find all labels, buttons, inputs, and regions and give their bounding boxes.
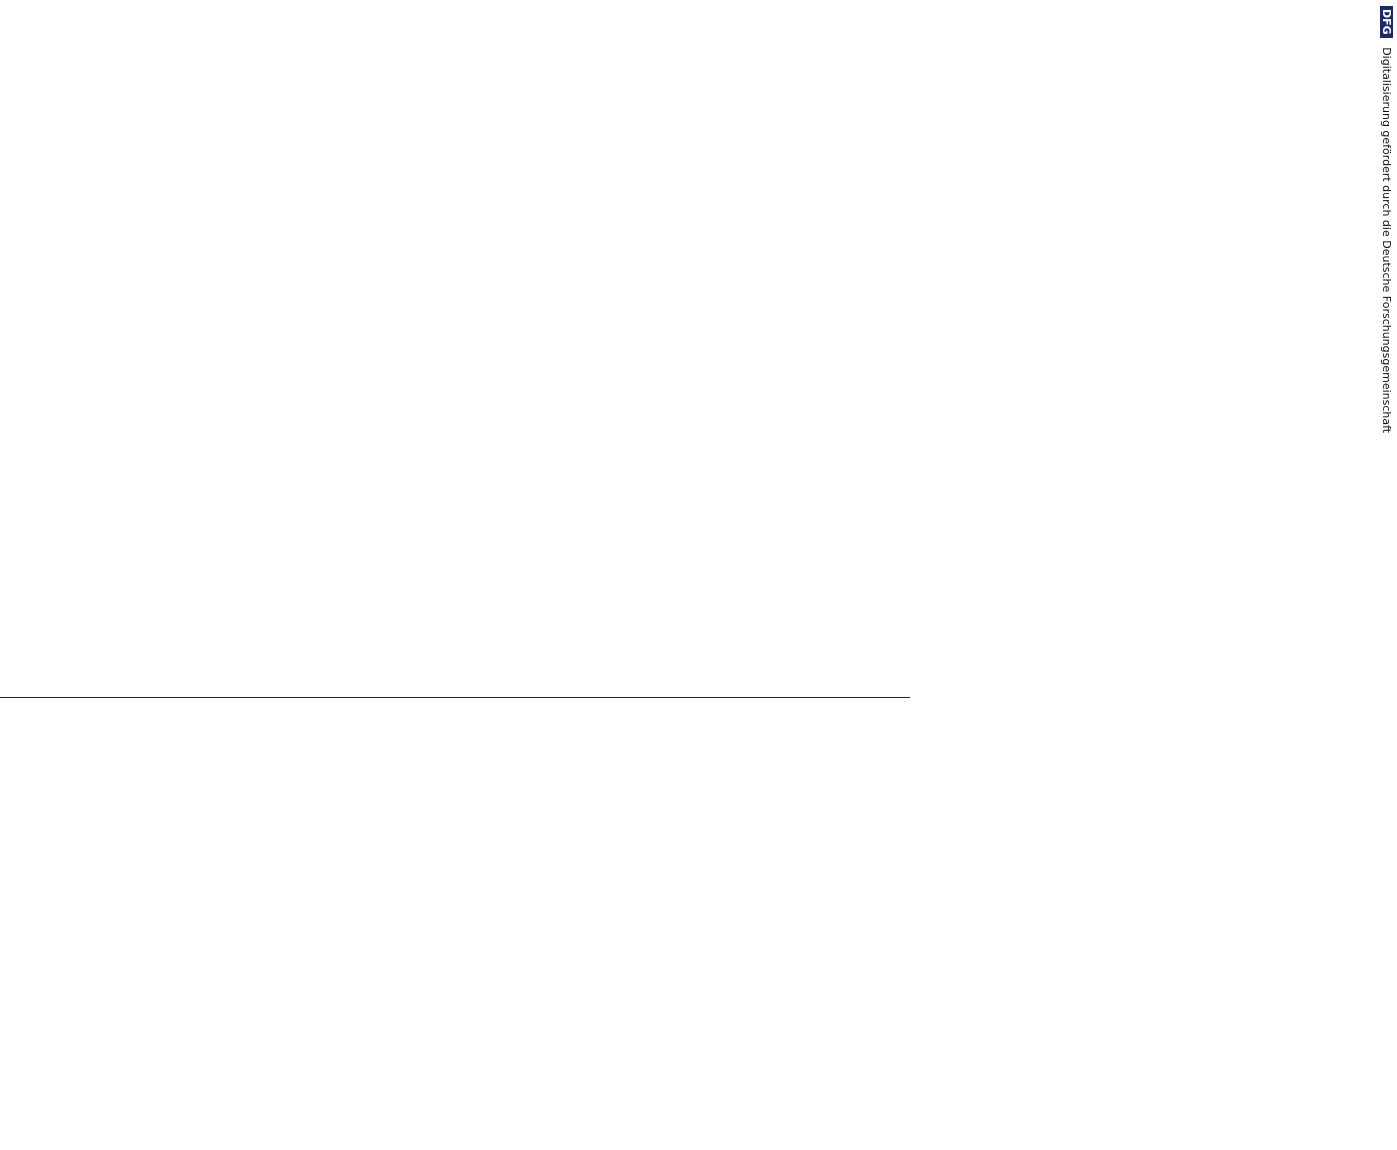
digitization-stamp [1375, 6, 1393, 994]
right-column [0, 250, 904, 680]
rotated-sheet [0, 230, 920, 1150]
dfg-logo-icon: DFG [1380, 6, 1393, 38]
left-column [0, 720, 904, 1150]
column-divider [0, 697, 910, 698]
stamp-text: Digitalisierung gefördert durch die Deutsche Forschungsgemeinschaft [1380, 47, 1393, 434]
